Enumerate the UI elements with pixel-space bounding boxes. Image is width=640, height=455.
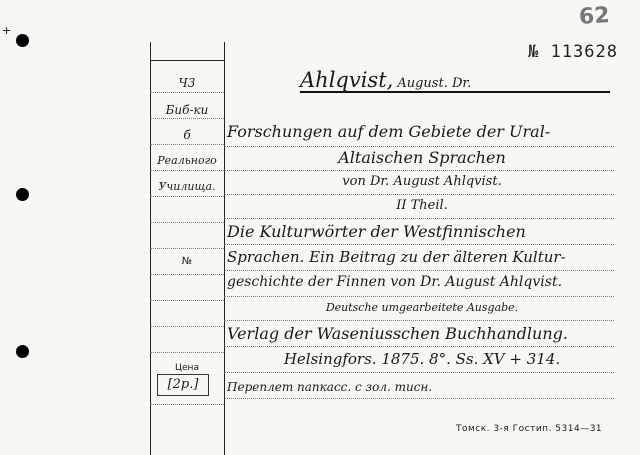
title-line: Die Kulturwörter der Westfinnischen (227, 222, 526, 241)
ruled-line (224, 194, 614, 195)
ruled-line (150, 196, 224, 197)
title-line: von Dr. August Ahlqvist. (342, 174, 502, 189)
author-surname: Ahlqvist, (300, 68, 394, 92)
school-label-line-2: Училища. (158, 180, 216, 193)
punch-hole-middle (16, 188, 29, 201)
shelfmark: Ч3 (178, 76, 196, 90)
ruled-line (150, 118, 224, 119)
author-first-name: August. Dr. (397, 76, 472, 91)
header-rule (150, 60, 224, 61)
price-value: [2р.] (157, 374, 209, 396)
title-line: Deutsche umgearbeitete Ausgabe. (325, 301, 519, 314)
ruled-line (150, 300, 224, 301)
ruled-line (150, 326, 224, 327)
column-rule-right (224, 42, 225, 455)
title-line: Sprachen. Ein Beitrag zu der älteren Kultur- (227, 248, 566, 266)
accession-number-stamp: № 113628 (528, 42, 618, 62)
ruled-line (224, 346, 614, 347)
ruled-line (150, 144, 224, 145)
ruled-line (224, 270, 614, 271)
title-line: Forschungen auf dem Gebiete der Ural- (227, 122, 551, 141)
printer-imprint: Томск. 3-я Гостип. 5314—31 (456, 424, 603, 434)
call-number: б (183, 128, 191, 142)
binding-note: Переплет папкасс. с зол. тисн. (227, 380, 433, 394)
number-label: № (181, 256, 193, 267)
corner-mark: + (2, 24, 12, 37)
ruled-line (150, 352, 224, 353)
punch-hole-top (16, 34, 29, 47)
title-line: Altaischen Sprachen (338, 148, 506, 167)
ruled-line (224, 146, 614, 147)
ruled-line (224, 372, 614, 373)
ruled-line (150, 170, 224, 171)
ruled-line (150, 248, 224, 249)
school-label-line-1: Реального (157, 154, 217, 167)
archive-note: 62 (578, 2, 611, 31)
ruled-line (150, 92, 224, 93)
ruled-line (150, 222, 224, 223)
title-line: geschichte der Finnen von Dr. August Ahlqvist. (227, 274, 563, 290)
ruled-line (150, 274, 224, 275)
author-underline (300, 91, 610, 93)
punch-hole-bottom (16, 345, 29, 358)
title-line: Helsingfors. 1875. 8°. Ss. XV + 314. (283, 350, 561, 368)
ruled-line (224, 244, 614, 245)
ruled-line (150, 404, 224, 405)
title-line: II Theil. (396, 198, 448, 213)
ruled-line (224, 170, 614, 171)
title-line: Verlag der Waseniusschen Buchhandlung. (227, 324, 568, 343)
ruled-line (224, 218, 614, 219)
ruled-line (224, 320, 614, 321)
ruled-line (224, 398, 614, 399)
ruled-line (224, 296, 614, 297)
author-heading (300, 68, 471, 92)
library-label: Биб-ки (165, 103, 209, 117)
price-label: Цена (175, 363, 199, 373)
